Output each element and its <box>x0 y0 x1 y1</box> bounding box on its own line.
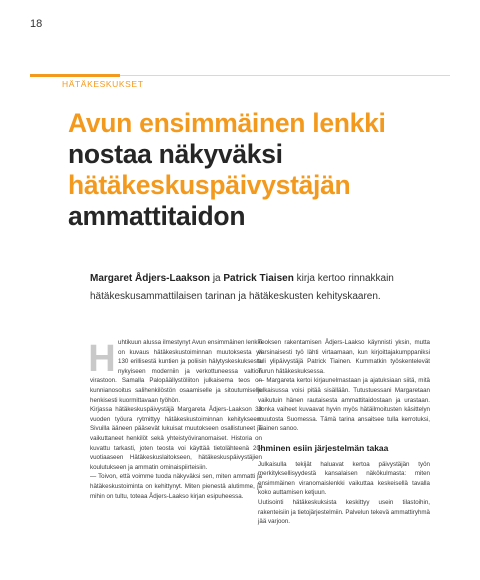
section-subheading: Ihminen esiin järjestelmän takaa <box>258 442 389 453</box>
section-accent-bar <box>30 74 120 77</box>
page-number: 18 <box>30 18 43 30</box>
section-label: HÄTÄKESKUKSET <box>62 79 144 89</box>
headline-line-4: ammattitaidon <box>68 201 246 231</box>
lead-paragraph <box>90 270 420 306</box>
article-headline <box>68 108 428 232</box>
body-paragraph: Julkaisulla tekijät haluavat kertoa päivystäjän työn merkityksellisyydestä kansalaisen näkökulmasta: miten ensimmäinen viranomaislenkki vaikuttaa keskeisellä tavalla koko auttamisen ketjuun. <box>258 460 430 497</box>
body-paragraph: Kirjassa hätäkeskuspäivystäjä Margareta Ådjers-Laakson 38 vuoden työura rytmittyy hätäkeskustoiminnan kehitykseen. Sivuilla ääneen pääsevät lukuisat muutokseen osallistuneet ja vaikuttaneet henkilöt sekä yhteistyöviranomaiset. Historia on kuvattu tarkasti, joten teosta voi käyttää tietolähteenä 20-vuotiaaseen Hätäkeskuslaitokseen, hätäkeskuspäivystäjien koulutukseen ja ammatin ominaispiirteisiin. <box>90 406 262 471</box>
headline-line-2: nostaa näkyväksi <box>68 139 283 169</box>
dropcap-letter: H <box>88 338 116 380</box>
lead-connector: ja <box>210 273 224 284</box>
body-paragraph: uhtikuun alussa ilmestynyt Avun ensimmäinen lenkki on kuvaus hätäkeskustoiminnan muutoksesta yli 130 erillisestä kuntien ja poliisin hälytyskeskuksesta nykyiseen moderniin ja verkottuneessa valtion virastoon. Samalla Palopäällystöliiton julkaisema teos on kunnianosoitus salihenkilöstön osaamiselle ja sitoutumiselle henkisesti kuormittavaan työhön. <box>90 339 262 404</box>
lead-author-2: Patrick Tiaisen <box>223 273 294 284</box>
section-rule <box>120 75 450 76</box>
lead-text: kirja kertoo rinnakkain hätäkeskusammattilaisen tarinan ja hätäkeskusten kehityskaaren. <box>90 273 394 302</box>
dropcap <box>88 338 116 380</box>
body-paragraph: — Margareta kertoi kirjaunelmastaan ja ajatuksiaan siitä, mitä julkaisussa voisi pitää sisällään. Tutustuessani Margaretaan vaikutuin hänen rautaisesta ammattitaidostaan ja urastaan. Jonka vaiheet kuvaavat hyvin myös hätäilmoitusten käsittelyn muutosta Suomessa. Tämä tarina ansaitsee tulla kerrotuksi, Tiainen sanoo. <box>258 377 430 433</box>
lead-author-1: Margaret Ådjers-Laakson <box>90 273 211 284</box>
body-column-left <box>90 338 262 501</box>
body-column-right <box>258 338 430 527</box>
headline-line-1: Avun ensimmäinen lenkki <box>68 108 386 138</box>
body-paragraph: — Toivon, että voimme tuoda näkyväksi sen, miten ammatti ja hätäkeskustoiminta on kehittynyt. Miten pienestä alutimme, ja mihin on tultu, toteaa Ådjers-Laakso kirjan esipuheessa. <box>90 473 262 500</box>
headline-line-3: hätäkeskuspäivystäjän <box>68 170 351 200</box>
body-paragraph: Teoksen rakentamisen Ådjers-Laakso käynnisti yksin, mutta varsinaisesti työ lähti virtaamaan, kun kirjoittajakumppaniksi tuli ylipäivystäjä Patrick Tiainen. Kummatkin työskentelevät Turun hätäkeskuksessa. <box>258 339 430 375</box>
section-divider <box>30 74 450 77</box>
body-paragraph: Uutisointi hätäkeskuksista keskittyy usein tilastoihin, rakenteisiin ja tietojärjestelmiin. Palvelun tekevä ammattiryhmä jää varjoon. <box>258 498 430 526</box>
